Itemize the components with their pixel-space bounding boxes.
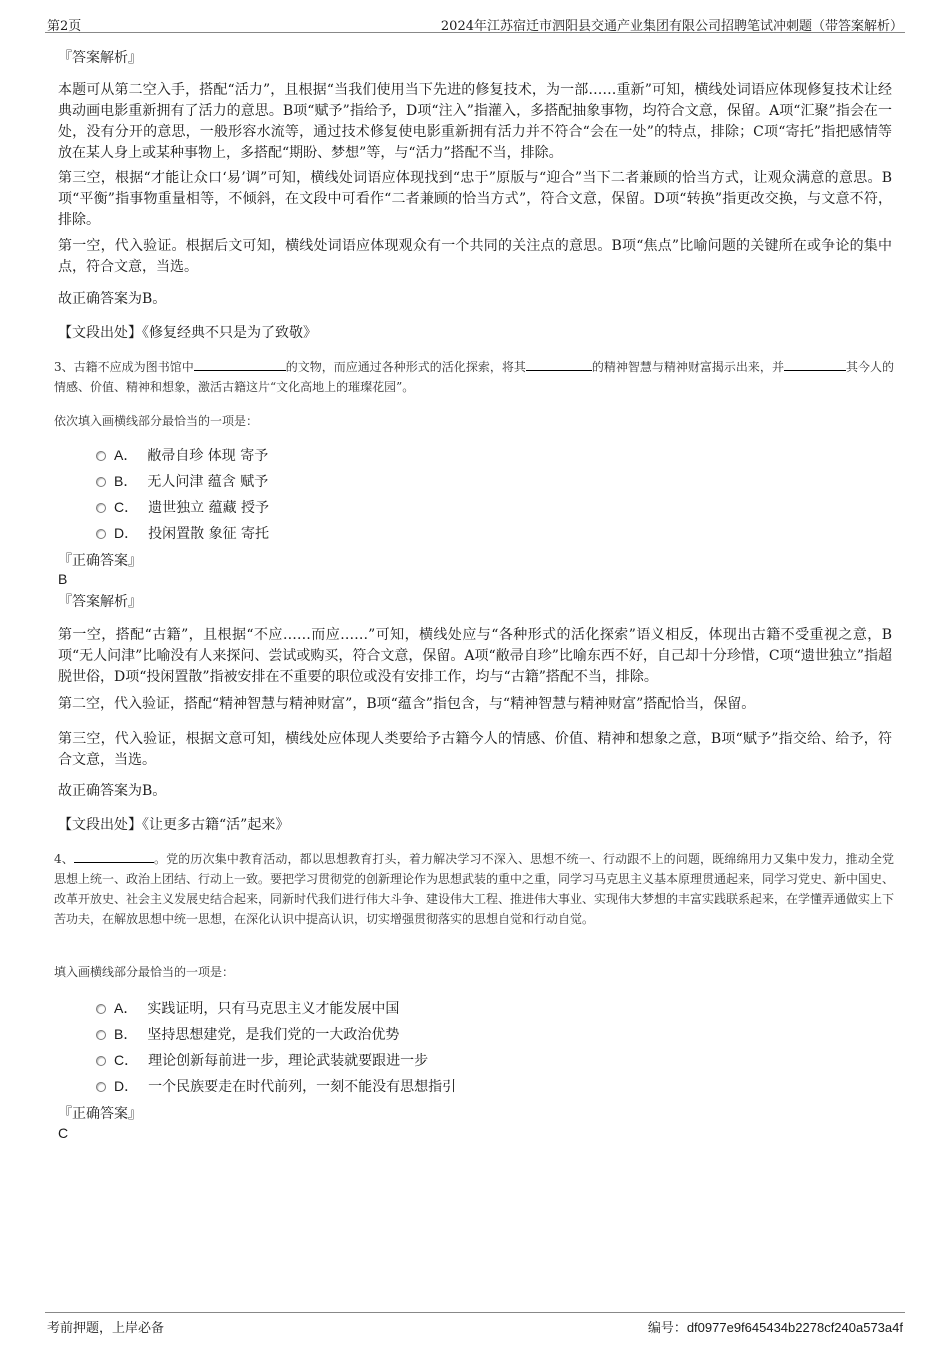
radio-icon[interactable] [96,477,106,487]
page-header [45,12,905,33]
q3-source: 【文段出处】《让更多古籍“活”起来》 [58,817,290,833]
q4-option-b[interactable]: B． 坚持思想建党，是我们党的一大政治优势 [96,1024,399,1045]
q4-stem: 4、 。党的历次集中教育活动，都以思想教育打头，着力解决学习不深入、思想不统一、行动跟不上的问题，既绵绵用力又集中发力，推动全党思想上统一、政治上团结、行动上一致。要把学习贯彻党的创新理论作为思想武装的重中之重，同学习马克思主义基本原理贯通起来，同学习党史、新中国史、改革开放史、社会主义发展史结合起来，同新时代我们进行伟大斗争、建设伟大工程、推进伟大事业、实现伟大梦想的丰富实践联系起来，在学懂弄通做实上下苦功夫，在解放思想中统一思想，在深化认识中提高认识，切实增强贯彻落实的思想自觉和行动自觉。 [54,849,894,929]
q3-option-b[interactable]: B． 无人问津 蕴含 赋予 [96,471,268,492]
q4-blank[interactable] [74,849,154,863]
q3-analysis-p2: 第二空，代入验证，搭配“精神智慧与精神财富”，B项“蕴含”指包含，与“精神智慧与精神财富”搭配恰当，保留。 [58,696,756,712]
q4-answer-label: 『正确答案』 [58,1106,142,1122]
radio-icon[interactable] [96,1056,106,1066]
q3-option-c[interactable]: C． 遗世独立 蕴藏 授予 [96,497,269,518]
q2-analysis-p2: 第三空，根据“才能让众口‘易’调”可知，横线处词语应体现找到“忠于”原版与“迎合”当下二者兼顾的恰当方式，让观众满意的意思。B项“平衡”指事物重量相等，不倾斜，在文段中可看作“二者兼顾的恰当方式”，符合文意，保留。D项“转换”指更改交换，与文意不符，排除。 [58,170,892,228]
q4-option-c[interactable]: C． 理论创新每前进一步，理论武装就要跟进一步 [96,1050,428,1071]
radio-icon[interactable] [96,451,106,461]
q2-conclusion: 故正确答案为B。 [58,291,167,307]
q2-analysis-p3: 第一空，代入验证。根据后文可知，横线处词语应体现观众有一个共同的关注点的意思。B项“焦点”比喻问题的关键所在或争论的集中点，符合文意，当选。 [58,238,892,275]
radio-icon[interactable] [96,1004,106,1014]
document-code: 编号：df0977e9f645434b2278cf240a573a4f [647,1320,903,1336]
q3-conclusion: 故正确答案为B。 [58,783,167,799]
q3-stem: 3、古籍不应成为图书馆中 的文物，而应通过各种形式的活化探索，将其 的精神智慧与精神财富揭示出来，并 其今人的情感、价值、精神和想象，激活古籍这片“文化高地上的璀璨花园”。 [54,357,894,397]
q3-analysis-p3: 第三空，代入验证，根据文意可知，横线处应体现人类要给予古籍今人的情感、价值、精神和想象之意，B项“赋予”指交给、给予，符合文意，当选。 [58,731,892,768]
q3-blank-1[interactable] [194,357,286,371]
q3-answer: B [58,571,68,587]
q4-option-d[interactable]: D． 一个民族要走在时代前列，一刻不能没有思想指引 [96,1076,456,1097]
q3-prompt: 依次填入画横线部分最恰当的一项是： [54,414,259,428]
page-footer [45,1312,905,1337]
q4-answer: C [58,1125,69,1141]
radio-icon[interactable] [96,1030,106,1040]
radio-icon[interactable] [96,1082,106,1092]
footer-slogan: 考前押题，上岸必备 [47,1321,165,1336]
q4-prompt: 填入画横线部分最恰当的一项是： [54,965,235,979]
q3-analysis-label: 『答案解析』 [58,594,142,610]
q3-option-d[interactable]: D． 投闲置散 象征 寄托 [96,523,269,544]
q2-source: 【文段出处】《修复经典不只是为了致敬》 [58,325,317,341]
radio-icon[interactable] [96,529,106,539]
document-title: 2024年江苏宿迁市泗阳县交通产业集团有限公司招聘笔试冲刺题（带答案解析） [440,19,903,34]
q2-analysis-label: 『答案解析』 [58,50,142,66]
q3-blank-2[interactable] [526,357,592,371]
q3-answer-label: 『正确答案』 [58,553,142,569]
q3-option-a[interactable]: A． 敝帚自珍 体现 寄予 [96,445,268,466]
q3-blank-3[interactable] [784,357,846,371]
q3-analysis-p1: 第一空，搭配“古籍”，且根据“不应……而应……”可知，横线处应与“各种形式的活化探索”语义相反，体现出古籍不受重视之意，B项“无人问津”比喻没有人来探问、尝试或购买，符合文意，保留。A项“敝帚自珍”比喻东西不好，自己却十分珍惜，C项“遗世独立”指超脱世俗，D项“投闲置散”指被安排在不重要的职位或没有安排工作，均与“古籍”搭配不当，排除。 [58,627,892,685]
q2-analysis-p1: 本题可从第二空入手，搭配“活力”，且根据“当我们使用当下先进的修复技术，为一部……重新”可知，横线处词语应体现修复技术让经典动画电影重新拥有了活力的意思。B项“赋予”指给予，D项“注入”指灌入，多搭配抽象事物，均符合文意，保留。A项“汇聚”指会在一处，没有分开的意思，一般形容水流等，通过技术修复使电影重新拥有活力并不符合“会在一处”的特点，排除；C项“寄托”指把感情等放在某人身上或某种事物上，多搭配“期盼、梦想”等，与“活力”搭配不当，排除。 [58,82,892,161]
q4-option-a[interactable]: A． 实践证明，只有马克思主义才能发展中国 [96,998,399,1019]
page-number: 第2页 [47,19,82,34]
radio-icon[interactable] [96,503,106,513]
